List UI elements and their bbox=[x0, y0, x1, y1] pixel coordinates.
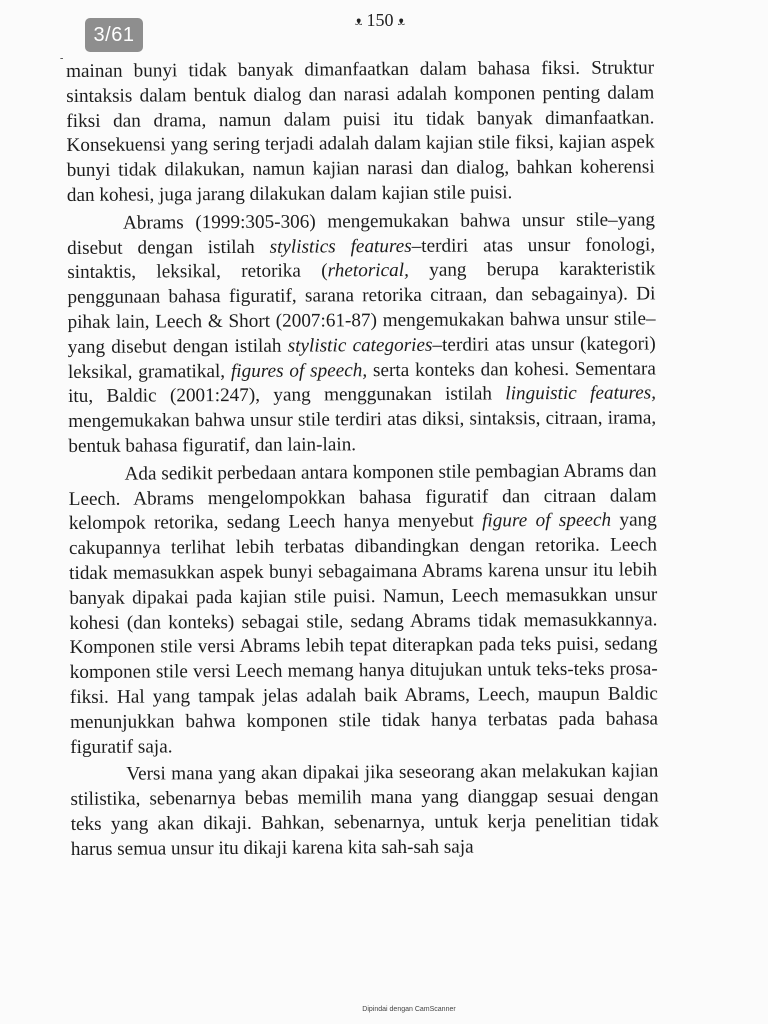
paragraph-2: Abrams (1999:305-306) mengemukakan bahwa unsur stile–yang disebut dengan istilah stylistics features–terdiri atas unsur fonologi, sintaktis, leksikal, retorika (rhetorical, yang berupa karakteristik penggunaan bahasa figuratif, sarana retorika citraan, dan sebagainya). Di pihak lain, Leech & Short (2007:61-87) mengemukakan bahwa unsur stile–yang disebut dengan istilah stylistic categories–terdiri atas unsur (kategori) leksikal, gramatikal, figures of speech, serta konteks dan kohesi. Sementara itu, Baldic (2001:247), yang menggunakan istilah linguistic features, mengemukakan bahwa unsur stile terdiri atas diksi, sintaksis, citraan, irama, bentuk bahasa figuratif, dan lain-lain. bbox=[67, 209, 657, 457]
paragraph-3: Ada sedikit perbedaan antara komponen stile pembagian Abrams dan Leech. Abrams mengelompokkan bahasa figuratif dan citraan dalam kelompok retorika, sedang Leech hanya menyebut figure of speech yang cakupannya terlihat lebih terbatas dibandingkan dengan retorika. Leech tidak memasukkan aspek bunyi sebagaimana Abrams karena unsur itu lebih banyak dipakai pada kajian stile puisi. Namun, Leech memasukkan unsur kohesi (dan konteks) sebagai stile, sedang Abrams tidak memasukkannya. Komponen stile versi Abrams lebih tepat diterapkan pada teks puisi, sedang komponen stile versi Leech memang hanya ditujukan untuk teks-teks prosa-fiksi. Hal yang tampak jelas adalah baik Abrams, Leech, maupun Baldic menunjukkan bahwa komponen stile tidak hanya terbatas pada bahasa figuratif saja. bbox=[68, 460, 659, 758]
paragraph-1: mainan bunyi tidak banyak dimanfaatkan dalam bahasa fiksi. Struktur sintaksis dalam bentuk dialog dan narasi adalah komponen penting dalam fiksi dan drama, namun dalam puisi itu tidak banyak dimanfaatkan. Konsekuensi yang sering terjadi adalah dalam kajian stile fiksi, kajian aspek bunyi tidak dilakukan, namun kajian narasi dan dialog, bahkan koherensi dan kohesi, juga jarang dilakukan dalam kajian stile puisi. bbox=[66, 57, 655, 206]
body-text bbox=[66, 56, 659, 862]
scanner-credit: Dipindai dengan CamScanner bbox=[362, 1006, 456, 1013]
ornament-left-icon: ᴥ bbox=[354, 14, 363, 29]
scan-mark: - bbox=[60, 53, 64, 64]
page-counter-badge: 3/61 bbox=[85, 18, 143, 52]
paragraph-4: Versi mana yang akan dipakai jika seseorang akan melakukan kajian stilistika, sebenarnya bebas memilih mana yang dianggap sesuai dengan teks yang akan dikaji. Bahkan, sebenarnya, untuk kerja penelitian tidak harus semua unsur itu dikaji karena kita sah-sah saja bbox=[70, 760, 659, 860]
page-number-header bbox=[300, 8, 460, 34]
ornament-right-icon: ᴥ bbox=[397, 14, 406, 29]
page-number: 150 bbox=[366, 10, 394, 30]
